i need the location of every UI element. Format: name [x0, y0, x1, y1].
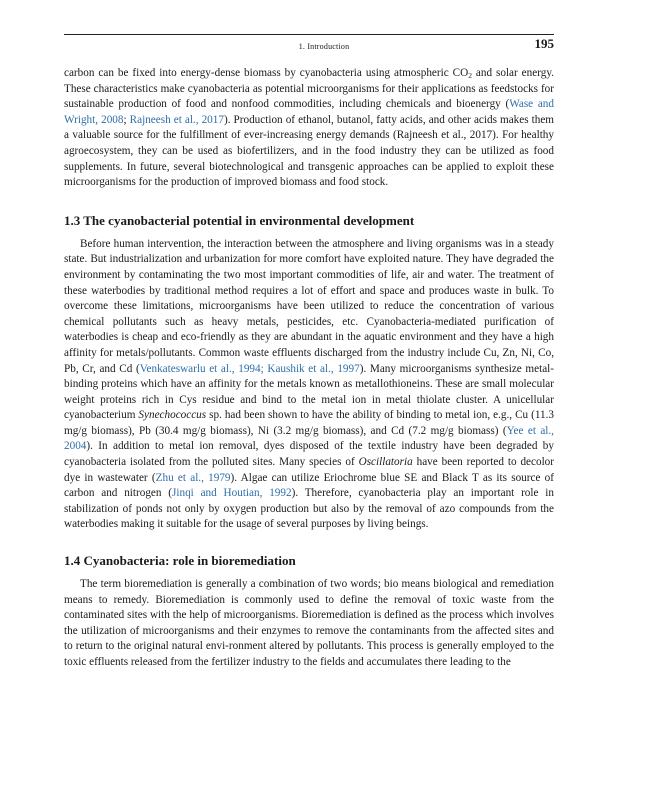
page-number: 195 — [534, 36, 554, 51]
section-heading-1-4: 1.4 Cyanobacteria: role in bioremediation — [64, 553, 296, 569]
paragraph-intro-continuation: carbon can be fixed into energy-dense biomass by cyanobacteria using atmospheric $CO_2$ and solar energy. These characteristics make cyanobacteria as potential microorganisms for their applications as feedstocks for sustainable production of food and nonfood commodities, including chemicals and bioenergy (Wase and Wright, 2008; Rajneesh et al., 2017). Production of ethanol, butanol, fatty acids, and other acids makes them a valuable source for the fulfillment of ever-increasing energy demands (Rajneesh et al., 2017). For healthy agroecosystem, they can be used as biofertilizers, and in the food industry they can be utilized as food supplements. In future, several biotechnological and transgenic approaches can be applied to exploit these microorganisms for the production of improved biomass and food stock. — [64, 67, 555, 189]
header-rule — [64, 34, 554, 35]
citation-link[interactable]: Wase and Wright, 2008 — [64, 98, 554, 126]
paragraph-bioremediation: The term bioremediation is generally a combination of two words; bio means biological and remediation means to remedy. Bioremediation is commonly used to define the removal of toxic waste from the contaminated sites with the help of microorganisms. Bioremediation is defined as the process which involves the utilization of microorganisms and their enzymes to remove the contaminants from the affected sites and to return to the original natural envi-ronment altered by pollutants. This process is generally employed to the toxic effluents released from the fertilizer industry to the fields and accumulates there leading to the — [64, 578, 554, 668]
species-name: Synechococcus — [138, 409, 207, 422]
section-heading-1-3: 1.3 The cyanobacterial potential in environmental development — [64, 212, 415, 228]
page-body — [64, 66, 554, 671]
citation-link[interactable]: Jinqi and Houtian, 1992 — [172, 487, 292, 500]
citation-link[interactable]: Venkateswarlu et al., 1994; Kaushik et al., 1997 — [139, 362, 360, 375]
citation-link[interactable]: Rajneesh et al., 2017 — [129, 113, 224, 126]
running-header: 1. Introduction — [298, 42, 350, 51]
citation-link[interactable]: Yee et al., 2004 — [64, 424, 554, 453]
citation-link[interactable]: Zhu et al., 1979 — [155, 471, 231, 484]
species-name: Oscillatoria — [358, 456, 413, 469]
paragraph-environmental-development: Before human intervention, the interaction between the atmosphere and living organisms was in a steady state. But industrialization and urbanization for more comfort have exploited nature. They have degraded the environment by contaminating the two most important commodities of life, air and water. The treatment of these waterbodies by traditional method requires a lot of effort and space and produces waste in bulk. To overcome these limitations, microorganisms have been utilized to reduce the concentration of various chemical pollutants such as heavy metals, pesticides, etc. Cyanobacteria-mediated purification of waterbodies is cheap and eco-friendly as they are abundant in the aquatic environment and they have a high affinity for metals/pollutants. Common waste effluents discharged from the industry include Cu, Zn, Ni, Co, Pb, Cr, and Cd (Venkateswarlu et al., 1994; Kaushik et al., 1997). Many microorganisms synthesize metal-binding proteins which have an affinity for the metals known as metallothioneins. These are small molecular weight proteins rich in Cys residue and bind to the metal ion in metal thiolate cluster. A unicellular cyanobacterium Synechococcus sp. had been shown to have the ability of binding to metal ion, e.g., Cu (11.3 mg/g biomass), Pb (30.4 mg/g biomass), Ni (3.2 mg/g biomass), and Cd (7.2 mg/g biomass) (Yee et al., 2004). In addition to metal ion removal, dyes disposed of the textile industry have been degraded by cyanobacteria isolated from the polluted sites. Many species of Oscillatoria have been reported to decolor dye in wastewater (Zhu et al., 1979). Algae can utilize Eriochrome blue SE and Black T as its source of carbon and nitrogen (Jinqi and Houtian, 1992). Therefore, cyanobacteria play an important role in stabilization of ponds not only by oxygen production but also by the removal of azo compounds from the waterbodies making it suitable for the usage of several purposes by living beings. — [64, 237, 554, 531]
